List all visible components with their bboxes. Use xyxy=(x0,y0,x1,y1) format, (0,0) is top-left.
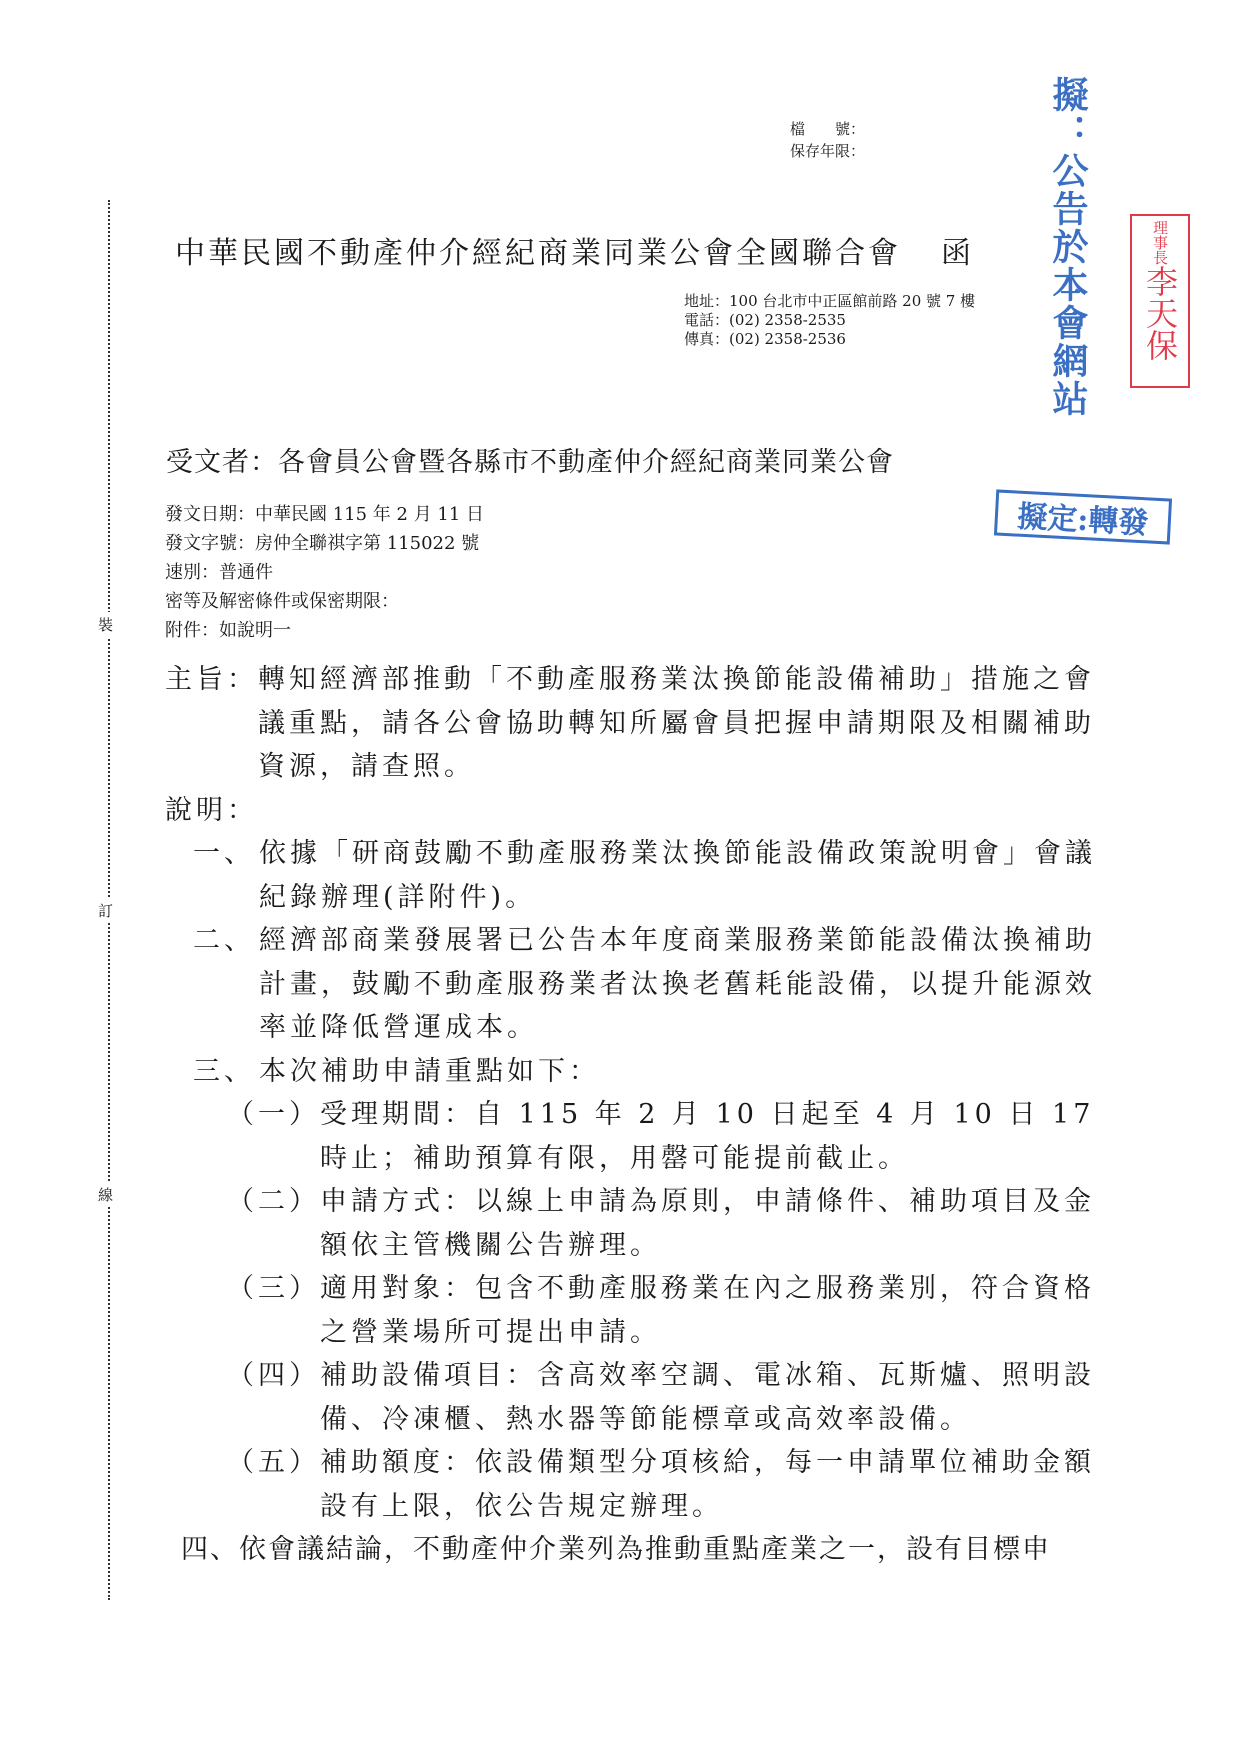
sub-item xyxy=(165,1180,1125,1267)
contact-info xyxy=(684,292,975,349)
file-number-label: 檔 號： xyxy=(790,120,866,138)
item-label: 二、 xyxy=(193,925,255,956)
organization-name: 中華民國不動產仲介經紀商業同業公會全國聯合會 xyxy=(175,236,901,271)
document-title xyxy=(175,228,974,272)
publish-stamp: 擬：公告於本會網站 xyxy=(1047,76,1089,418)
sub-item-label: （五） xyxy=(227,1447,320,1478)
subject-text: 轉知經濟部推動「不動產服務業汰換節能設備補助」措施之會議重點，請各公會協助轉知所屬會員把握申請期限及相關補助資源，請查照。 xyxy=(258,664,1095,782)
sub-item-label: （一） xyxy=(227,1099,320,1130)
binding-mark-zhuang: 裝 xyxy=(98,612,113,637)
issue-date: 發文日期：中華民國 115 年 2 月 11 日 xyxy=(165,504,485,525)
document-meta xyxy=(165,500,484,645)
sub-item-label: （三） xyxy=(227,1273,320,1304)
recipient: 受文者：各會員公會暨各縣市不動產仲介經紀商業同業公會 xyxy=(166,447,894,478)
fax: 傳真：(02) 2358-2536 xyxy=(684,330,846,348)
explanation-item-four: 四、依會議結論，不動產仲介業列為推動重點產業之一，設有目標申 xyxy=(181,1534,1051,1565)
sub-item-text: 補助設備項目：含高效率空調、電冰箱、瓦斯爐、照明設備、冷凍櫃、熱水器等節能標章或高效率設備。 xyxy=(320,1360,1095,1435)
secrecy: 密等及解密條件或保密期限： xyxy=(165,591,399,612)
phone: 電話：(02) 2358-2535 xyxy=(684,311,846,329)
explanation-label: 說明： xyxy=(165,794,258,826)
archive-info xyxy=(790,118,865,162)
subject xyxy=(165,658,1125,789)
explanation-item xyxy=(165,1050,1125,1094)
explanation-item xyxy=(165,832,1125,919)
sub-item xyxy=(165,1267,1125,1354)
sub-item-text: 申請方式：以線上申請為原則，申請條件、補助項目及金額依主管機關公告辦理。 xyxy=(320,1186,1095,1261)
item-text: 依據「研商鼓勵不動產服務業汰換節能設備政策說明會」會議紀錄辦理(詳附件)。 xyxy=(259,838,1096,913)
doc-type: 函 xyxy=(941,236,974,271)
seal-role: 理事長 xyxy=(1151,220,1169,265)
seal-name: 李天保 xyxy=(1141,265,1179,361)
sub-item-text: 補助額度：依設備類型分項核給，每一申請單位補助金額設有上限，依公告規定辦理。 xyxy=(320,1447,1095,1522)
forward-stamp: 擬定:轉發 xyxy=(994,489,1172,544)
item-label: 三、 xyxy=(193,1055,255,1087)
sub-item-label: （四） xyxy=(227,1360,320,1391)
item-text: 經濟部商業發展署已公告本年度商業服務業節能設備汰換補助計畫，鼓勵不動產服務業者汰換老舊耗能設備，以提升能源效率並降低營運成本。 xyxy=(259,925,1096,1043)
attachment: 附件：如說明一 xyxy=(165,620,291,641)
binding-mark-ding: 訂 xyxy=(98,898,113,923)
sub-item-text: 適用對象：包含不動產服務業在內之服務業別，符合資格之營業場所可提出申請。 xyxy=(320,1273,1095,1348)
speed: 速別：普通件 xyxy=(165,562,273,583)
address: 地址：100 台北市中正區館前路 20 號 7 樓 xyxy=(684,292,976,310)
chairman-seal xyxy=(1130,214,1190,388)
sub-item xyxy=(165,1093,1125,1180)
item-label: 一、 xyxy=(193,838,255,869)
subject-label: 主旨： xyxy=(165,664,258,695)
retention-label: 保存年限： xyxy=(790,142,866,160)
sub-item-text: 受理期間：自 115 年 2 月 10 日起至 4 月 10 日 17 時止；補助預算有限，用罄可能提前截止。 xyxy=(320,1099,1095,1174)
binding-mark-xian: 線 xyxy=(98,1182,113,1207)
sub-item xyxy=(165,1441,1125,1528)
sub-item xyxy=(165,1354,1125,1441)
document-number: 發文字號：房仲全聯祺字第 115022 號 xyxy=(165,533,480,554)
sub-item-label: （二） xyxy=(227,1186,320,1217)
item-text: 本次補助申請重點如下： xyxy=(259,1055,600,1087)
document-body xyxy=(165,658,1125,1572)
explanation-item xyxy=(165,919,1125,1050)
